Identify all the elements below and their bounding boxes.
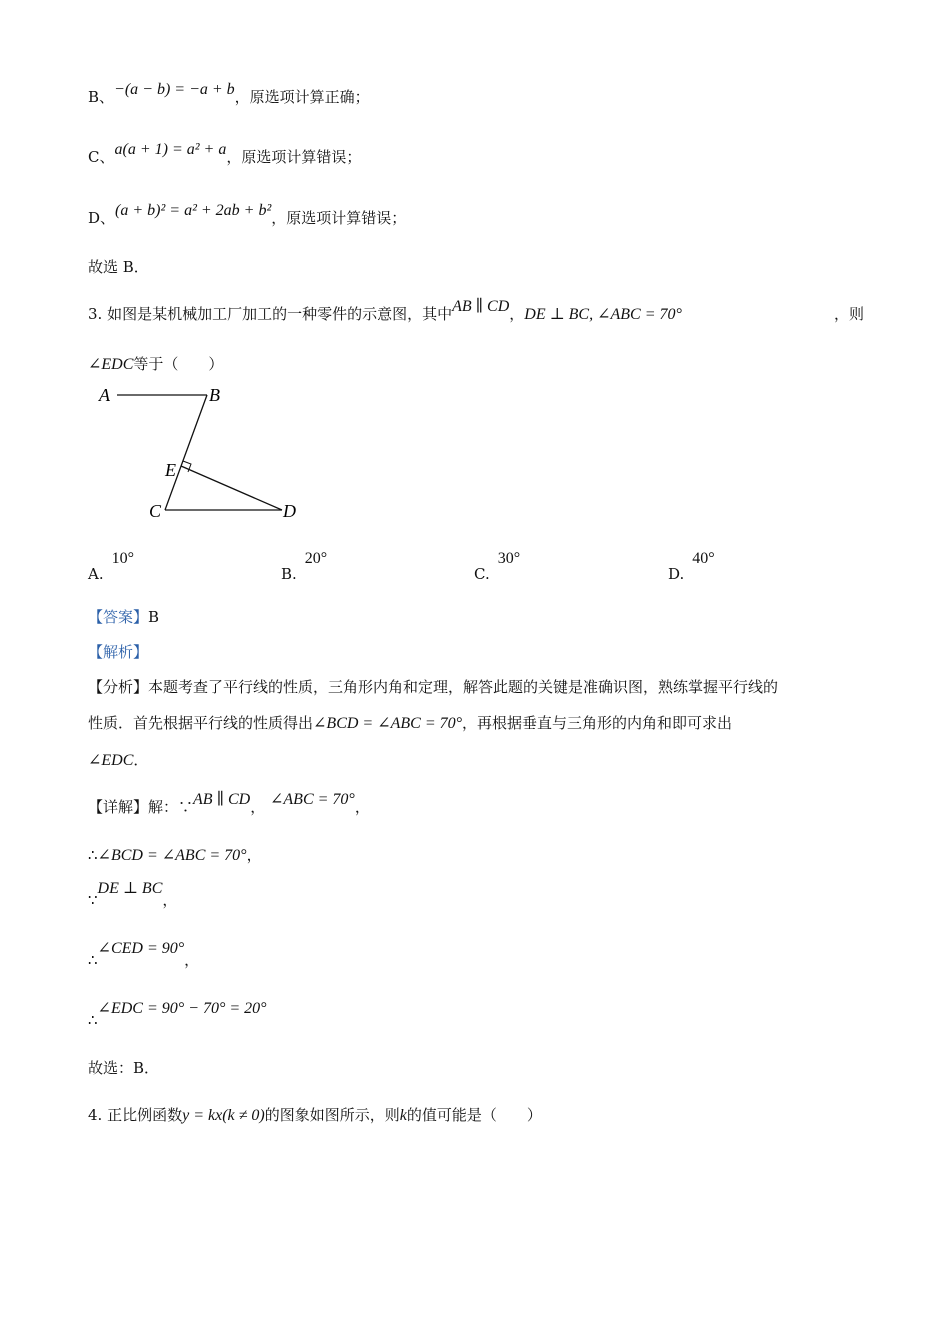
choice-text: 故选：B． bbox=[88, 1059, 160, 1077]
option-d-prefix: D、 bbox=[88, 209, 116, 227]
q3-option-d[interactable] bbox=[668, 550, 715, 583]
q3-stem bbox=[88, 298, 864, 325]
q3-stem-math-parallel: AB ∥ CD bbox=[452, 298, 510, 315]
q3-detail bbox=[88, 791, 370, 818]
q4-stem-text-3: 的值可能是（ ） bbox=[406, 1106, 542, 1124]
segment-ed bbox=[181, 466, 282, 510]
therefore-symbol: ∴ bbox=[88, 1011, 98, 1029]
step-2-comma: ， bbox=[162, 891, 178, 909]
option-b-prefix: B、 bbox=[88, 88, 115, 106]
fenxi-text-3: ． bbox=[133, 751, 149, 769]
q4-stem-text: 4. 正比例函数 bbox=[88, 1106, 183, 1124]
fenxi-text-1: 本题考查了平行线的性质，三角形内角和定理，解答此题的关键是准确识图，熟练掌握平行线的 bbox=[148, 678, 779, 696]
q3-choice bbox=[88, 1058, 159, 1078]
q3-stem-comma: ， bbox=[509, 305, 525, 323]
prev-choice bbox=[88, 257, 149, 277]
q3-answer bbox=[88, 607, 159, 627]
detail-tag: 【详解】 bbox=[88, 798, 149, 816]
option-value: 30° bbox=[497, 550, 521, 567]
therefore-symbol: ∴ bbox=[88, 951, 98, 969]
q3-fenxi-2 bbox=[88, 713, 732, 734]
option-b-text: ，原选项计算正确； bbox=[234, 88, 370, 106]
fenxi-tag: 【分析】 bbox=[88, 678, 149, 696]
answer-value: B bbox=[148, 608, 160, 626]
option-b-math: −(a − b) = −a + b bbox=[114, 81, 235, 98]
q3-stem-text: 3. 如图是某机械加工厂加工的一种零件的示意图，其中 bbox=[88, 305, 453, 323]
option-label: D. bbox=[668, 565, 685, 583]
label-a: A bbox=[99, 385, 110, 405]
option-d-line bbox=[88, 202, 407, 229]
prev-choice-text: 故选 B． bbox=[88, 258, 149, 276]
q3-stem-math-perp: DE ⊥ BC, ∠ABC = 70° bbox=[524, 306, 682, 323]
fenxi-math-3: ∠EDC bbox=[88, 752, 134, 769]
step-3-comma: ， bbox=[184, 951, 200, 969]
option-b-line bbox=[88, 81, 370, 108]
option-d-text: ，原选项计算错误； bbox=[271, 209, 407, 227]
because-symbol: ∵ bbox=[88, 891, 98, 909]
option-value: 10° bbox=[111, 550, 135, 567]
option-label: C. bbox=[474, 565, 490, 583]
q3-fenxi-1 bbox=[88, 677, 778, 697]
q3-option-a[interactable] bbox=[88, 550, 135, 583]
step-1-math: ∠BCD = ∠ABC = 70° bbox=[97, 847, 247, 864]
option-label: B. bbox=[281, 565, 297, 583]
q4-stem-text-2: 的图象如图所示，则 bbox=[264, 1106, 400, 1124]
option-d-math: (a + b)² = a² + 2ab + b² bbox=[115, 202, 272, 219]
q3-figure bbox=[95, 380, 315, 530]
therefore-symbol: ∴ bbox=[88, 846, 98, 864]
q3-step-4 bbox=[88, 1000, 267, 1031]
step-4-math: ∠EDC = 90° − 70° = 20° bbox=[97, 1000, 267, 1017]
q4-stem-math: y = kx(k ≠ 0) bbox=[182, 1107, 265, 1124]
fenxi-math-2: ∠BCD = ∠ABC = 70° bbox=[313, 715, 463, 732]
fenxi-text-2b: ，再根据垂直与三角形的内角和即可求出 bbox=[462, 714, 733, 732]
q3-stem-then: ，则 bbox=[833, 305, 864, 323]
q3-step-2 bbox=[88, 880, 178, 911]
detail-comma-2: ， bbox=[354, 798, 370, 816]
detail-text: 解：∵ bbox=[148, 798, 194, 816]
detail-math-angle: ∠ABC = 70° bbox=[270, 791, 355, 808]
label-e: E bbox=[165, 460, 176, 480]
option-label: A. bbox=[88, 565, 104, 583]
q3-analysis-heading bbox=[88, 642, 148, 662]
label-d: D bbox=[283, 501, 296, 521]
detail-math-parallel: AB ∥ CD bbox=[193, 791, 251, 808]
q3-step-3 bbox=[88, 940, 200, 971]
option-c-line bbox=[88, 141, 362, 168]
q4-stem bbox=[88, 1105, 542, 1126]
option-value: 20° bbox=[304, 550, 328, 567]
q3-option-c[interactable] bbox=[474, 550, 521, 583]
q3-step-1 bbox=[88, 845, 262, 866]
option-c-math: a(a + 1) = a² + a bbox=[114, 141, 227, 158]
label-c: C bbox=[149, 501, 162, 521]
detail-comma-1: ， bbox=[250, 798, 266, 816]
q3-option-b[interactable] bbox=[281, 550, 328, 583]
step-3-math: ∠CED = 90° bbox=[97, 940, 185, 957]
option-value: 40° bbox=[692, 550, 715, 567]
q3-stem-line2 bbox=[88, 354, 223, 375]
option-c-text: ，原选项计算错误； bbox=[226, 148, 362, 166]
q3-stem-equals: 等于（ ） bbox=[133, 355, 224, 373]
q3-fenxi-3 bbox=[88, 750, 148, 771]
step-1-comma: ， bbox=[246, 846, 262, 864]
step-2-math: DE ⊥ BC bbox=[97, 880, 163, 897]
answer-tag: 【答案】 bbox=[88, 608, 149, 626]
fenxi-text-2a: 性质．首先根据平行线的性质得出 bbox=[88, 714, 314, 732]
q4-stem-k: k bbox=[399, 1107, 407, 1124]
analysis-tag: 【解析】 bbox=[88, 643, 149, 661]
segment-bc bbox=[165, 395, 207, 510]
label-b: B bbox=[209, 385, 220, 405]
option-c-prefix: C、 bbox=[88, 148, 115, 166]
q3-angle-edc: ∠EDC bbox=[88, 356, 134, 373]
